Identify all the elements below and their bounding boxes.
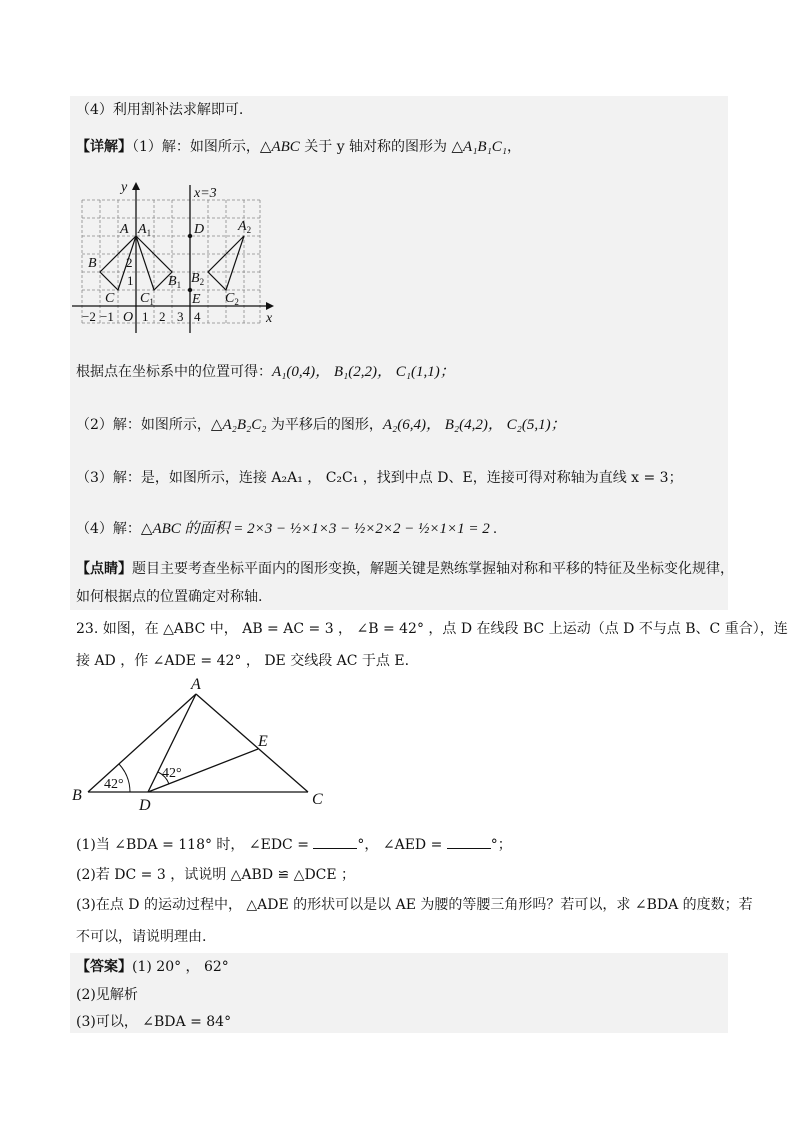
label-e: E: [192, 292, 201, 307]
label-y-axis: y: [121, 180, 128, 195]
point-d: [188, 234, 192, 238]
angle-label-b: 42°: [104, 777, 124, 792]
coords-line: [76, 363, 455, 381]
label-b1-main: B: [168, 274, 177, 289]
detail-triangle-image: △A₁B₁C₁: [451, 139, 508, 155]
subq-2: (2)若 DC = 3 ，试说明 △ABD ≌ △DCE ；: [76, 867, 356, 883]
label-x-axis: x: [266, 311, 273, 326]
question-text-1: 如图，在 △ABC 中， AB = AC = 3 ， ∠B = 42° ，点 D 在线段 BC 上运动（点 D 不与点 B、C 重合），连: [102, 621, 788, 637]
label-b2-sub: 2: [199, 277, 205, 287]
coords-text: 根据点在坐标系中的位置可得：: [76, 364, 272, 380]
label-c1: [140, 291, 154, 307]
x-axis-arrow: [266, 302, 274, 310]
detail-text-c: ，: [507, 139, 522, 155]
detail-text-a: （1）解：如图所示，: [132, 139, 260, 155]
subq-1-a: (1)当 ∠BDA = 118° 时， ∠EDC =: [76, 837, 314, 853]
subq-3-line-1: (3)在点 D 的运动过程中， △ADE 的形状可以是以 AE 为腰的等腰三角形吗？若可以，求 ∠BDA 的度数；若: [76, 897, 753, 913]
label-b1-sub: 1: [176, 280, 182, 290]
answer-1: (1) 20° ， 62°: [132, 959, 229, 975]
part2-text: （2）解：如图所示，: [76, 417, 211, 433]
label-d: D: [194, 222, 205, 237]
comment-line-2: 如何根据点的位置确定对称轴.: [76, 589, 263, 605]
tick-y-2: 2: [126, 255, 133, 270]
part4-text: （4）解：: [76, 521, 141, 537]
subq-3-line-2: 不可以，请说明理由.: [76, 929, 207, 945]
comment-label: 【点睛】: [76, 561, 132, 577]
label-a: A: [120, 222, 129, 237]
coordinate-grid-figure: [68, 175, 278, 335]
tri-label-c: C: [312, 791, 323, 808]
question-line-2: 接 AD ，作 ∠ADE = 42° ， DE 交线段 AC 于点 E.: [76, 653, 410, 669]
tri-label-d: D: [139, 797, 151, 814]
answer-blank-1[interactable]: [313, 836, 357, 849]
triangle-figure: [68, 672, 348, 822]
answer-line-3: (3)可以， ∠BDA = 84°: [76, 1014, 232, 1030]
part2-line: [76, 416, 566, 434]
tick-minus-1: −1: [100, 309, 114, 324]
question-line-1: [76, 620, 788, 638]
tick-1: 1: [142, 309, 149, 324]
tick-minus-2: −2: [82, 309, 96, 324]
label-c1-main: C: [140, 291, 150, 306]
part2-triangle: △A₂B₂C₂: [210, 417, 267, 433]
coords-values: A₁(0,4)， B₁(2,2)， C₁(1,1)；: [272, 364, 455, 380]
tick-2: 2: [159, 309, 166, 324]
label-a1-main: A: [138, 222, 147, 237]
label-b: B: [88, 256, 97, 271]
tri-label-e: E: [258, 733, 268, 750]
answer-blank-2[interactable]: [447, 836, 491, 849]
label-a2-main: A: [238, 219, 247, 234]
detail-label: 【详解】: [76, 139, 132, 155]
comment-text-1: 题目主要考查坐标平面内的图形变换，解题关键是熟练掌握轴对称和平移的特征及坐标变化规律，: [132, 561, 734, 577]
angle-label-d: 42°: [162, 766, 182, 781]
label-a2: [237, 219, 251, 235]
comment-line-1: [76, 560, 734, 578]
answer-line-1: [76, 958, 229, 976]
label-c: C: [105, 291, 115, 306]
tri-label-a: A: [191, 676, 201, 693]
detail-text-b: 关于 y 轴对称的图形为: [299, 139, 452, 155]
label-a1: [137, 222, 151, 238]
label-a1-sub: 1: [146, 228, 152, 238]
label-b2: [191, 271, 204, 287]
tick-3: 3: [177, 309, 184, 324]
label-c2-main: C: [225, 291, 235, 306]
tick-4: 4: [194, 309, 201, 324]
detail-triangle: △ABC: [259, 139, 300, 155]
part3-line: （3）解：是，如图所示，连接 A₂A₁ ， C₂C₁ ，找到中点 D、E，连接可得对称轴为直线 x = 3；: [76, 470, 683, 486]
label-x-equals-3: x=3: [194, 186, 217, 201]
tick-y-1: 1: [127, 273, 134, 288]
label-c2: [225, 291, 239, 307]
subq-1-b: °， ∠AED =: [357, 837, 447, 853]
segment-ac: [196, 694, 308, 792]
tri-label-b: B: [72, 787, 82, 804]
label-a2-sub: 2: [246, 225, 252, 235]
subq-1: [76, 836, 512, 854]
label-b2-main: B: [191, 271, 200, 286]
part4-line: [76, 520, 497, 538]
part2-values: A₂(6,4)， B₂(4,2)， C₂(5,1)；: [382, 417, 566, 433]
part4-triangle: △ABC: [140, 521, 181, 537]
label-b1: [168, 274, 181, 290]
step4-hint: （4）利用割补法求解即可.: [76, 102, 244, 118]
answer-line-2: (2)见解析: [76, 987, 138, 1003]
label-origin: O: [123, 310, 134, 325]
part4-formula: 的面积 = 2×3 − ½×1×3 − ½×2×2 − ½×1×1 = 2 .: [180, 521, 498, 537]
part2-text-b: 为平移后的图形，: [266, 417, 383, 433]
y-axis-arrow: [132, 182, 140, 190]
subq-1-c: °；: [490, 837, 512, 853]
detail-line: [76, 138, 521, 156]
label-c1-sub: 1: [149, 297, 154, 307]
question-number: 23.: [76, 621, 99, 637]
label-c2-sub: 2: [234, 297, 239, 307]
answer-label: 【答案】: [76, 959, 132, 975]
